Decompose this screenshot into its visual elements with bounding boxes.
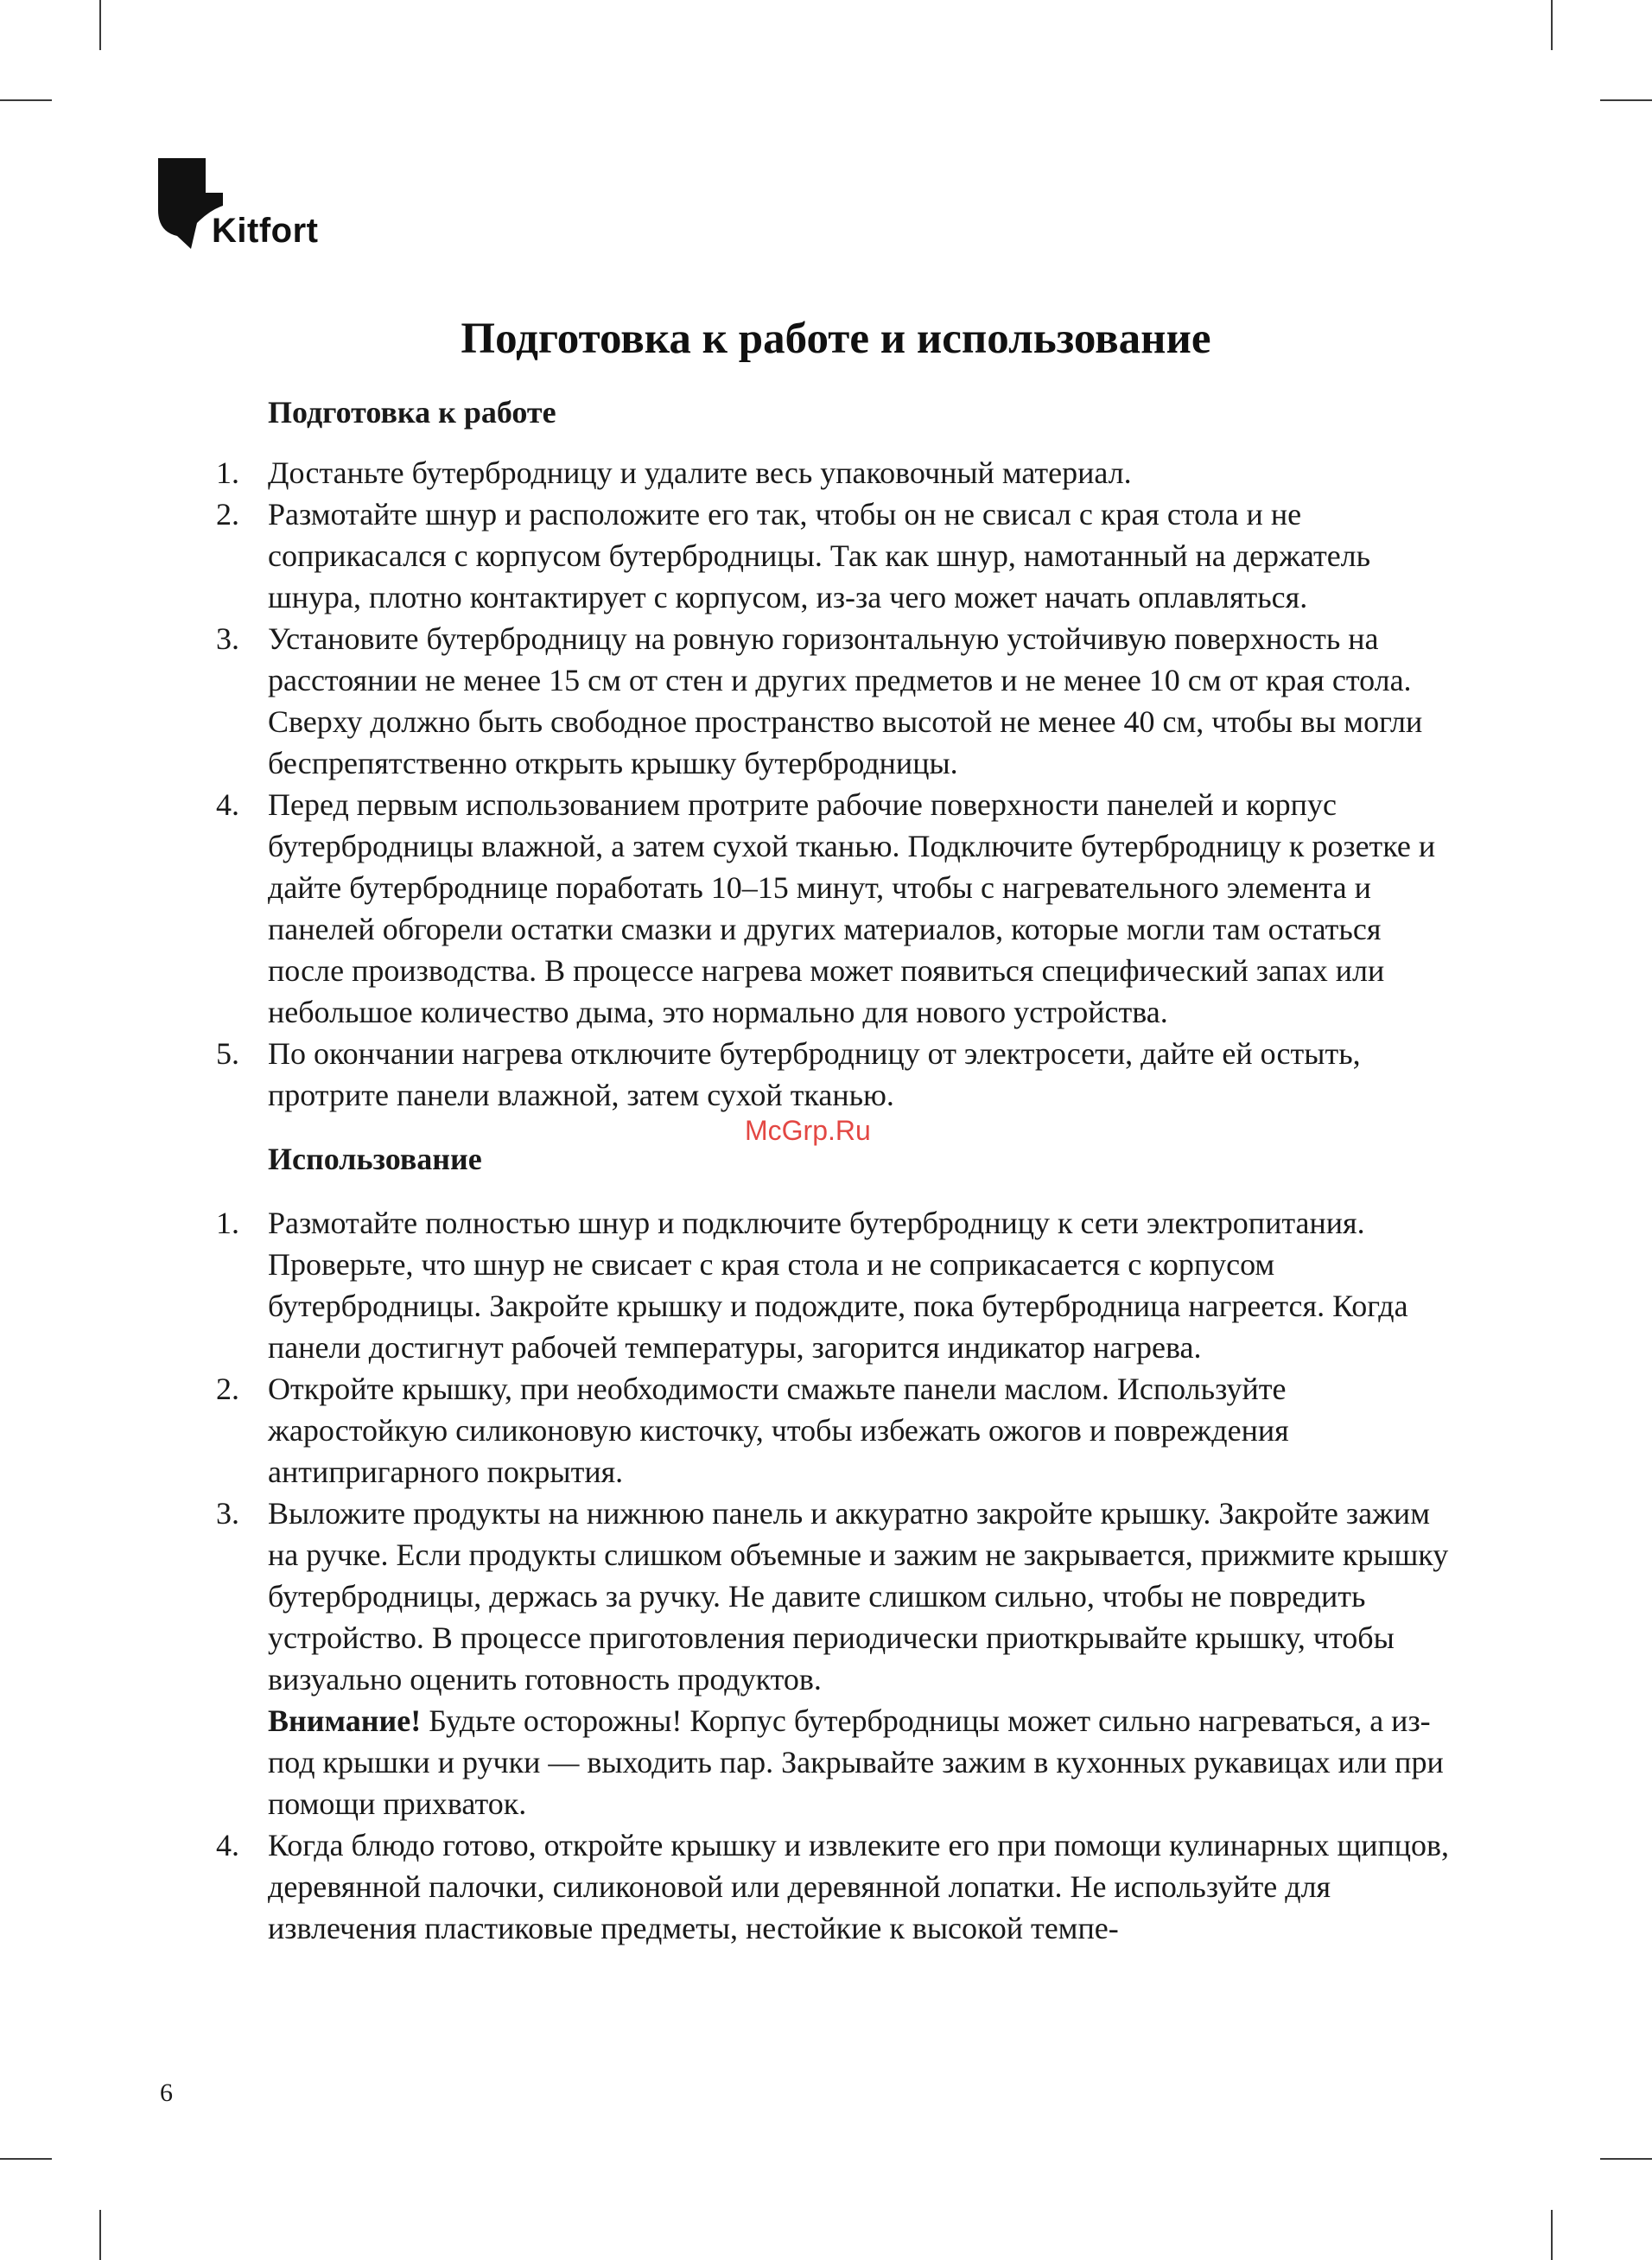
list-item-number: 4. <box>216 1828 239 1862</box>
list-item-text: Достаньте бутербродницу и удалите весь упаковочный материал. <box>268 455 1132 490</box>
list-item <box>214 493 1458 618</box>
document-body <box>214 385 1458 1949</box>
list-item <box>214 1493 1458 1824</box>
usage-list <box>214 1202 1458 1949</box>
list-item <box>214 1824 1458 1949</box>
warning-text: Будьте осторожны! Корпус бутербродницы может сильно нагреваться, а из-под крышки и ручки — выходить пар. Закрывайте зажим в кухонных рукавицах или при помощи прихваток. <box>268 1703 1444 1821</box>
list-item-number: 4. <box>216 787 239 822</box>
list-item <box>214 1202 1458 1368</box>
list-item-number: 2. <box>216 497 239 532</box>
list-item-text: Размотайте шнур и расположите его так, чтобы он не свисал с края стола и не соприкасался с корпусом бутербродницы. Так как шнур, намотанный на держатель шнура, плотно контактирует с корпусом, из-за чего может начать оплавляться. <box>268 497 1371 614</box>
logo-text: Kitfort <box>212 212 319 250</box>
list-item-text: Размотайте полностью шнур и подключите бутербродницу к сети электропитания. Проверьте, что шнур не свисает с края стола и не соприкасается с корпусом бутербродницы. Закройте крышку и подождите, пока бутербродница нагреется. Когда панели достигнут рабочей температуры, загорится индикатор нагрева. <box>268 1206 1408 1365</box>
list-item <box>214 452 1458 493</box>
warning-paragraph <box>268 1700 1458 1824</box>
list-item-text: Откройте крышку, при необходимости смажьте панели маслом. Используйте жаростойкую силиконовую кисточку, чтобы избежать ожогов и повреждения антипригарного покрытия. <box>268 1372 1289 1489</box>
list-item-number: 3. <box>216 1496 239 1531</box>
section-heading-usage: Использование <box>268 1142 482 1176</box>
list-item <box>214 784 1458 1033</box>
list-item <box>214 618 1458 784</box>
list-item-number: 5. <box>216 1036 239 1071</box>
kitfort-logo <box>158 158 348 253</box>
list-item-text: Когда блюдо готово, откройте крышку и извлеките его при помощи кулинарных щипцов, деревянной палочки, силиконовой или деревянной лопатки. Не используйте для извлечения пластиковые предметы, нестойкие к высокой темпе- <box>268 1828 1450 1945</box>
list-item-number: 2. <box>216 1372 239 1406</box>
crop-mark-top-right <box>1551 0 1553 50</box>
list-item-text: По окончании нагрева отключите бутербродницу от электросети, дайте ей остыть, протрите панели влажной, затем сухой тканью. <box>268 1036 1361 1112</box>
list-item <box>214 1368 1458 1493</box>
list-item <box>214 1033 1458 1116</box>
crop-mark-left-bottom <box>0 2158 52 2160</box>
crop-mark-left-top <box>0 99 52 101</box>
page-title: Подготовка к работе и использование <box>461 315 1211 363</box>
list-item-text: Установите бутербродницу на ровную горизонтальную устойчивую поверхность на расстоянии не менее 15 см от стен и других предметов и не менее 10 см от края стола. Сверху должно быть свободное пространство высотой не менее 40 см, чтобы вы могли беспрепятственно открыть крышку бутербродницы. <box>268 621 1423 780</box>
list-item-text: Выложите продукты на нижнюю панель и аккуратно закройте крышку. Закройте зажим на ручке. Если продукты слишком объемные и зажим не закрывается, прижмите крышку бутербродницы, держась за ручку. Не давите слишком сильно, чтобы не повредить устройство. В процессе приготовления периодически приоткрывайте крышку, чтобы визуально оценить готовность продуктов. <box>268 1496 1449 1697</box>
preparation-list <box>214 452 1458 1116</box>
page-number: 6 <box>160 2079 173 2107</box>
crop-mark-right-bottom <box>1600 2158 1652 2160</box>
watermark: McGrp.Ru <box>745 1115 871 1146</box>
crop-mark-bottom-left <box>99 2210 101 2260</box>
section-heading-preparation: Подготовка к работе <box>268 395 556 430</box>
crop-mark-top-left <box>99 0 101 50</box>
crop-mark-right-top <box>1600 99 1652 101</box>
crop-mark-bottom-right <box>1551 2210 1553 2260</box>
warning-label: Внимание! <box>268 1703 422 1738</box>
list-item-number: 3. <box>216 621 239 656</box>
list-item-text: Перед первым использованием протрите рабочие поверхности панелей и корпус бутербродницы влажной, а затем сухой тканью. Подключите бутербродницу к розетке и дайте бутерброднице поработать 10–15 минут, чтобы с нагревательного элемента и панелей обгорели остатки смазки и других материалов, которые могли там остаться после производства. В процессе нагрева может появиться специфический запах или небольшое количество дыма, это нормально для нового устройства. <box>268 787 1436 1029</box>
list-item-number: 1. <box>216 1206 239 1240</box>
list-item-number: 1. <box>216 455 239 490</box>
